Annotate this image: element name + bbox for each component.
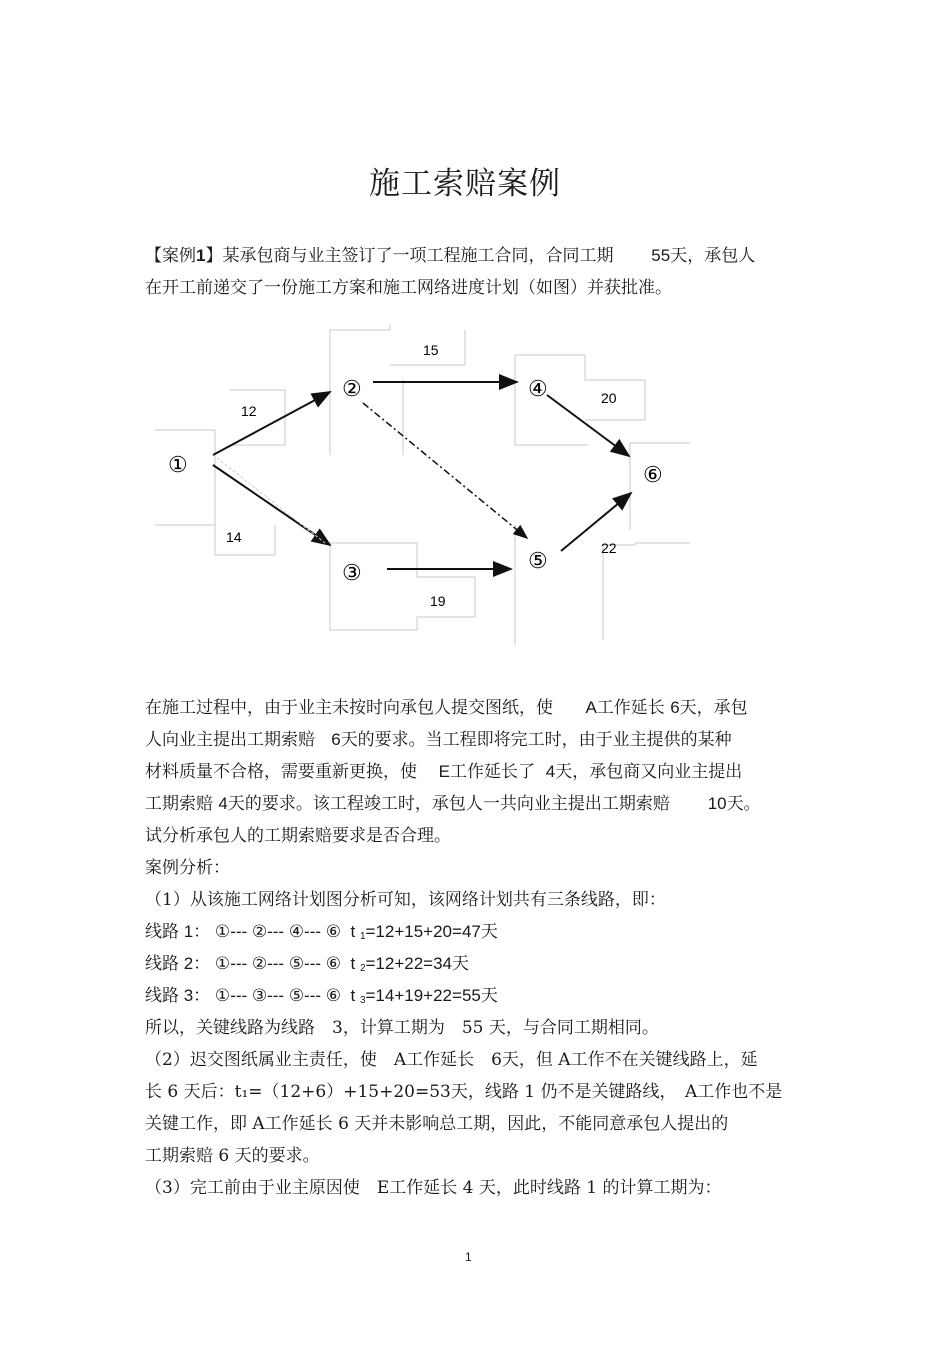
network-diagram <box>155 325 695 645</box>
case-tag-open: 【案例 <box>145 246 196 266</box>
duration-15: 15 <box>423 342 439 358</box>
duration-20: 20 <box>601 390 617 406</box>
duration-22: 22 <box>601 540 617 556</box>
duration-14: 14 <box>226 529 242 545</box>
p2-line-2: 人向业主提出工期索赔 6天的要求。当工程即将完工时，由于业主提供的某种 <box>145 730 732 750</box>
arrow-2-5-dummy <box>363 403 527 538</box>
page-number: 1 <box>465 1250 472 1264</box>
intro-duration: 55 <box>651 246 671 265</box>
analysis-p2-line-3: 关键工作，即 A工作延长 6 天并未影响总工期，因此，不能同意承包人提出的 <box>145 1114 729 1134</box>
case-tag-num: 1 <box>196 246 206 265</box>
analysis-p2-line-2: 长 6 天后：t₁=（12+6）+15+20=53天，线路 1 仍不是关键路线， A工作也不是 <box>145 1082 783 1102</box>
analysis-p2-line-4: 工期索赔 6 天的要求。 <box>145 1146 320 1166</box>
box-outlines <box>155 325 690 645</box>
node-1: ① <box>168 453 188 478</box>
analysis-p1: （1）从该施工网络计划图分析可知，该网络计划共有三条线路，即： <box>145 890 666 910</box>
node-6: ⑥ <box>643 463 663 488</box>
p2-line-1: 在施工过程中，由于业主未按时向承包人提交图纸，使 A工作延长 6天，承包 <box>145 698 748 718</box>
arrow-4-6 <box>547 395 629 456</box>
arrow-5-6 <box>561 493 631 551</box>
analysis-conclusion: 所以，关键线路为线路 3，计算工期为 55 天，与合同工期相同。 <box>145 1018 659 1038</box>
analysis-p3: （3）完工前由于业主原因使 E工作延长 4 天，此时线路 1 的计算工期为： <box>145 1178 722 1198</box>
intro-paragraph <box>145 240 795 304</box>
node-3: ③ <box>342 561 362 586</box>
route-3: 线路 3： ①--- ③--- ⑤--- ⑥ t $_3$=14+19+22=55天 <box>145 986 498 1006</box>
p2-line-5: 试分析承包人的工期索赔要求是否合理。 <box>145 826 451 846</box>
p2-line-3: 材料质量不合格，需要重新更换，使 E工作延长了 4天，承包商又向业主提出 <box>145 762 743 782</box>
arrow-1-2 <box>213 392 330 455</box>
node-4: ④ <box>528 377 548 402</box>
analysis-heading: 案例分析： <box>145 858 230 878</box>
intro-line1-end: 天，承包人 <box>670 246 756 266</box>
route-2: 线路 2： ①--- ②--- ⑤--- ⑥ t $_2$=12+22=34天 <box>145 954 470 974</box>
node-2: ② <box>342 377 362 402</box>
case-tag-close: 】 <box>205 246 223 266</box>
p2-line-4: 工期索赔 4天的要求。该工程竣工时，承包人一共向业主提出工期索赔 10天。 <box>145 794 761 814</box>
node-5: ⑤ <box>528 549 548 574</box>
analysis-p2-line-1: （2）迟交图纸属业主责任，使 A工作延长 6天，但 A工作不在关键线路上，延 <box>145 1050 758 1070</box>
route-1: 线路 1： ①--- ②--- ④--- ⑥ t $_1$=12+15+20=47天 <box>145 922 498 942</box>
duration-19: 19 <box>430 593 446 609</box>
duration-12: 12 <box>241 403 257 419</box>
page-title: 施工索赔案例 <box>369 166 561 202</box>
intro-line1-text: 某承包商与业主签订了一项工程施工合同，合同工期 <box>222 246 614 266</box>
intro-line2: 在开工前递交了一份施工方案和施工网络进度计划（如图）并获批准。 <box>145 278 672 298</box>
